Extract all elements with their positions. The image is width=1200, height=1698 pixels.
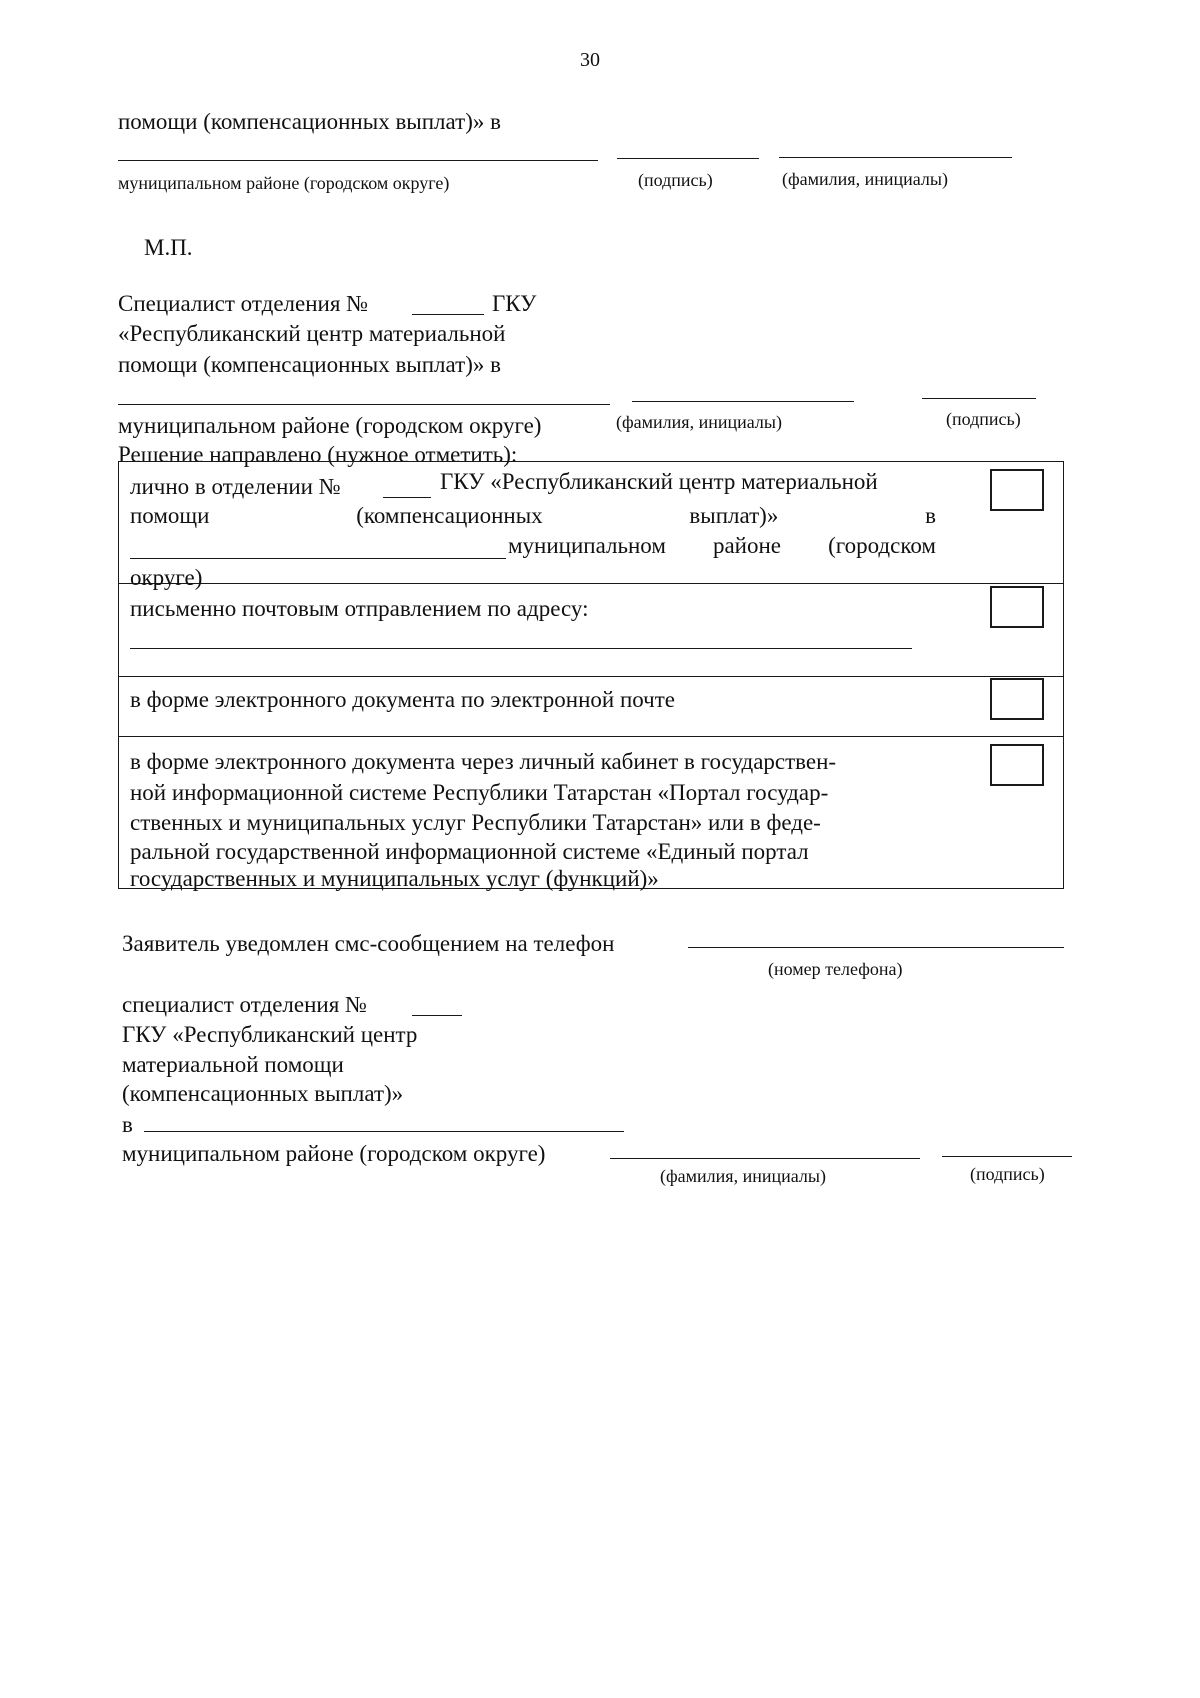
- address-blank-line: [130, 648, 912, 649]
- name-caption: (фамилия, инициалы): [616, 412, 782, 432]
- page-number: 30: [580, 49, 600, 71]
- word: помощи: [130, 503, 210, 528]
- phone-number-blank: [688, 947, 1064, 948]
- center-name-line: помощи (компенсационных выплат)» в: [118, 352, 501, 377]
- decision-sent-label: Решение направлено (нужное отметить):: [118, 442, 518, 467]
- option-in-person-text: лично в отделении №: [130, 474, 341, 499]
- department-number-blank: [412, 314, 484, 315]
- option-in-person-line: [130, 504, 936, 527]
- signature-caption: (подпись): [970, 1164, 1045, 1184]
- word: районе: [712, 533, 782, 558]
- name-blank-line: [632, 401, 854, 402]
- name-blank-line: [610, 1158, 920, 1159]
- option-portal-text: ной информационной системе Республики Татарстан «Портал государ-: [130, 780, 829, 805]
- option-mail-checkbox[interactable]: [990, 586, 1044, 628]
- municipality-caption: муниципальном районе (городском округе): [118, 173, 450, 193]
- option-mail-text: письменно почтовым отправлением по адресу:: [130, 596, 589, 621]
- department-number-blank: [412, 1015, 462, 1016]
- option-email-text: в форме электронного документа по электронной почте: [130, 687, 675, 712]
- municipality-caption: муниципальном районе (городском округе): [118, 413, 542, 438]
- center-name-line: материальной помощи: [122, 1052, 344, 1077]
- gku-label: ГКУ: [492, 291, 537, 316]
- option-portal-text: в форме электронного документа через личный кабинет в государствен-: [130, 749, 837, 774]
- center-name-line: ГКУ «Республиканский центр: [122, 1022, 418, 1047]
- municipality-blank-line: [144, 1131, 624, 1132]
- signature-caption: (подпись): [638, 170, 713, 190]
- option-portal-text: ральной государственной информационной системе «Единый портал: [130, 839, 809, 864]
- department-number-blank: [383, 497, 431, 498]
- option-portal-checkbox[interactable]: [990, 744, 1044, 786]
- specialist-label: Специалист отделения №: [118, 291, 369, 316]
- signature-blank-line: [922, 398, 1036, 399]
- word: (компенсационных: [356, 503, 543, 528]
- municipality-caption: муниципальном районе (городском округе): [122, 1141, 546, 1166]
- table-row-divider: [118, 676, 1064, 677]
- phone-number-caption: (номер телефона): [768, 959, 903, 979]
- signature-blank-line: [942, 1156, 1072, 1157]
- specialist-label: специалист отделения №: [122, 992, 367, 1017]
- option-portal-text: государственных и муниципальных услуг (функций)»: [130, 866, 659, 891]
- center-name-line: в: [122, 1112, 133, 1137]
- stamp-place-label: М.П.: [144, 235, 193, 260]
- signature-caption: (подпись): [946, 409, 1021, 429]
- word: (городском: [828, 533, 936, 558]
- option-in-person-line: [508, 534, 936, 557]
- municipality-blank-line: [118, 160, 598, 161]
- word: муниципальном: [508, 533, 666, 558]
- signature-blank-line: [617, 158, 759, 159]
- option-in-person-text: ГКУ «Республиканский центр материальной: [440, 469, 878, 494]
- option-in-person-text: округе): [130, 565, 203, 590]
- municipality-blank-line: [118, 404, 610, 405]
- word: выплат)»: [689, 503, 779, 528]
- center-name-line: (компенсационных выплат)»: [122, 1081, 404, 1106]
- sms-notice-label: Заявитель уведомлен смс-сообщением на телефон: [122, 931, 615, 956]
- option-email-checkbox[interactable]: [990, 678, 1044, 720]
- option-in-person-checkbox[interactable]: [990, 469, 1044, 511]
- table-row-divider: [118, 583, 1064, 584]
- municipality-blank-line: [130, 558, 506, 559]
- block1-text-line: помощи (компенсационных выплат)» в: [118, 109, 501, 134]
- name-caption: (фамилия, инициалы): [782, 169, 948, 189]
- name-caption: (фамилия, инициалы): [660, 1166, 826, 1186]
- center-name-line: «Республиканский центр материальной: [118, 321, 506, 346]
- name-blank-line: [779, 157, 1012, 158]
- word: в: [925, 503, 936, 528]
- table-row-divider: [118, 736, 1064, 737]
- option-portal-text: ственных и муниципальных услуг Республики Татарстан» или в феде-: [130, 810, 821, 835]
